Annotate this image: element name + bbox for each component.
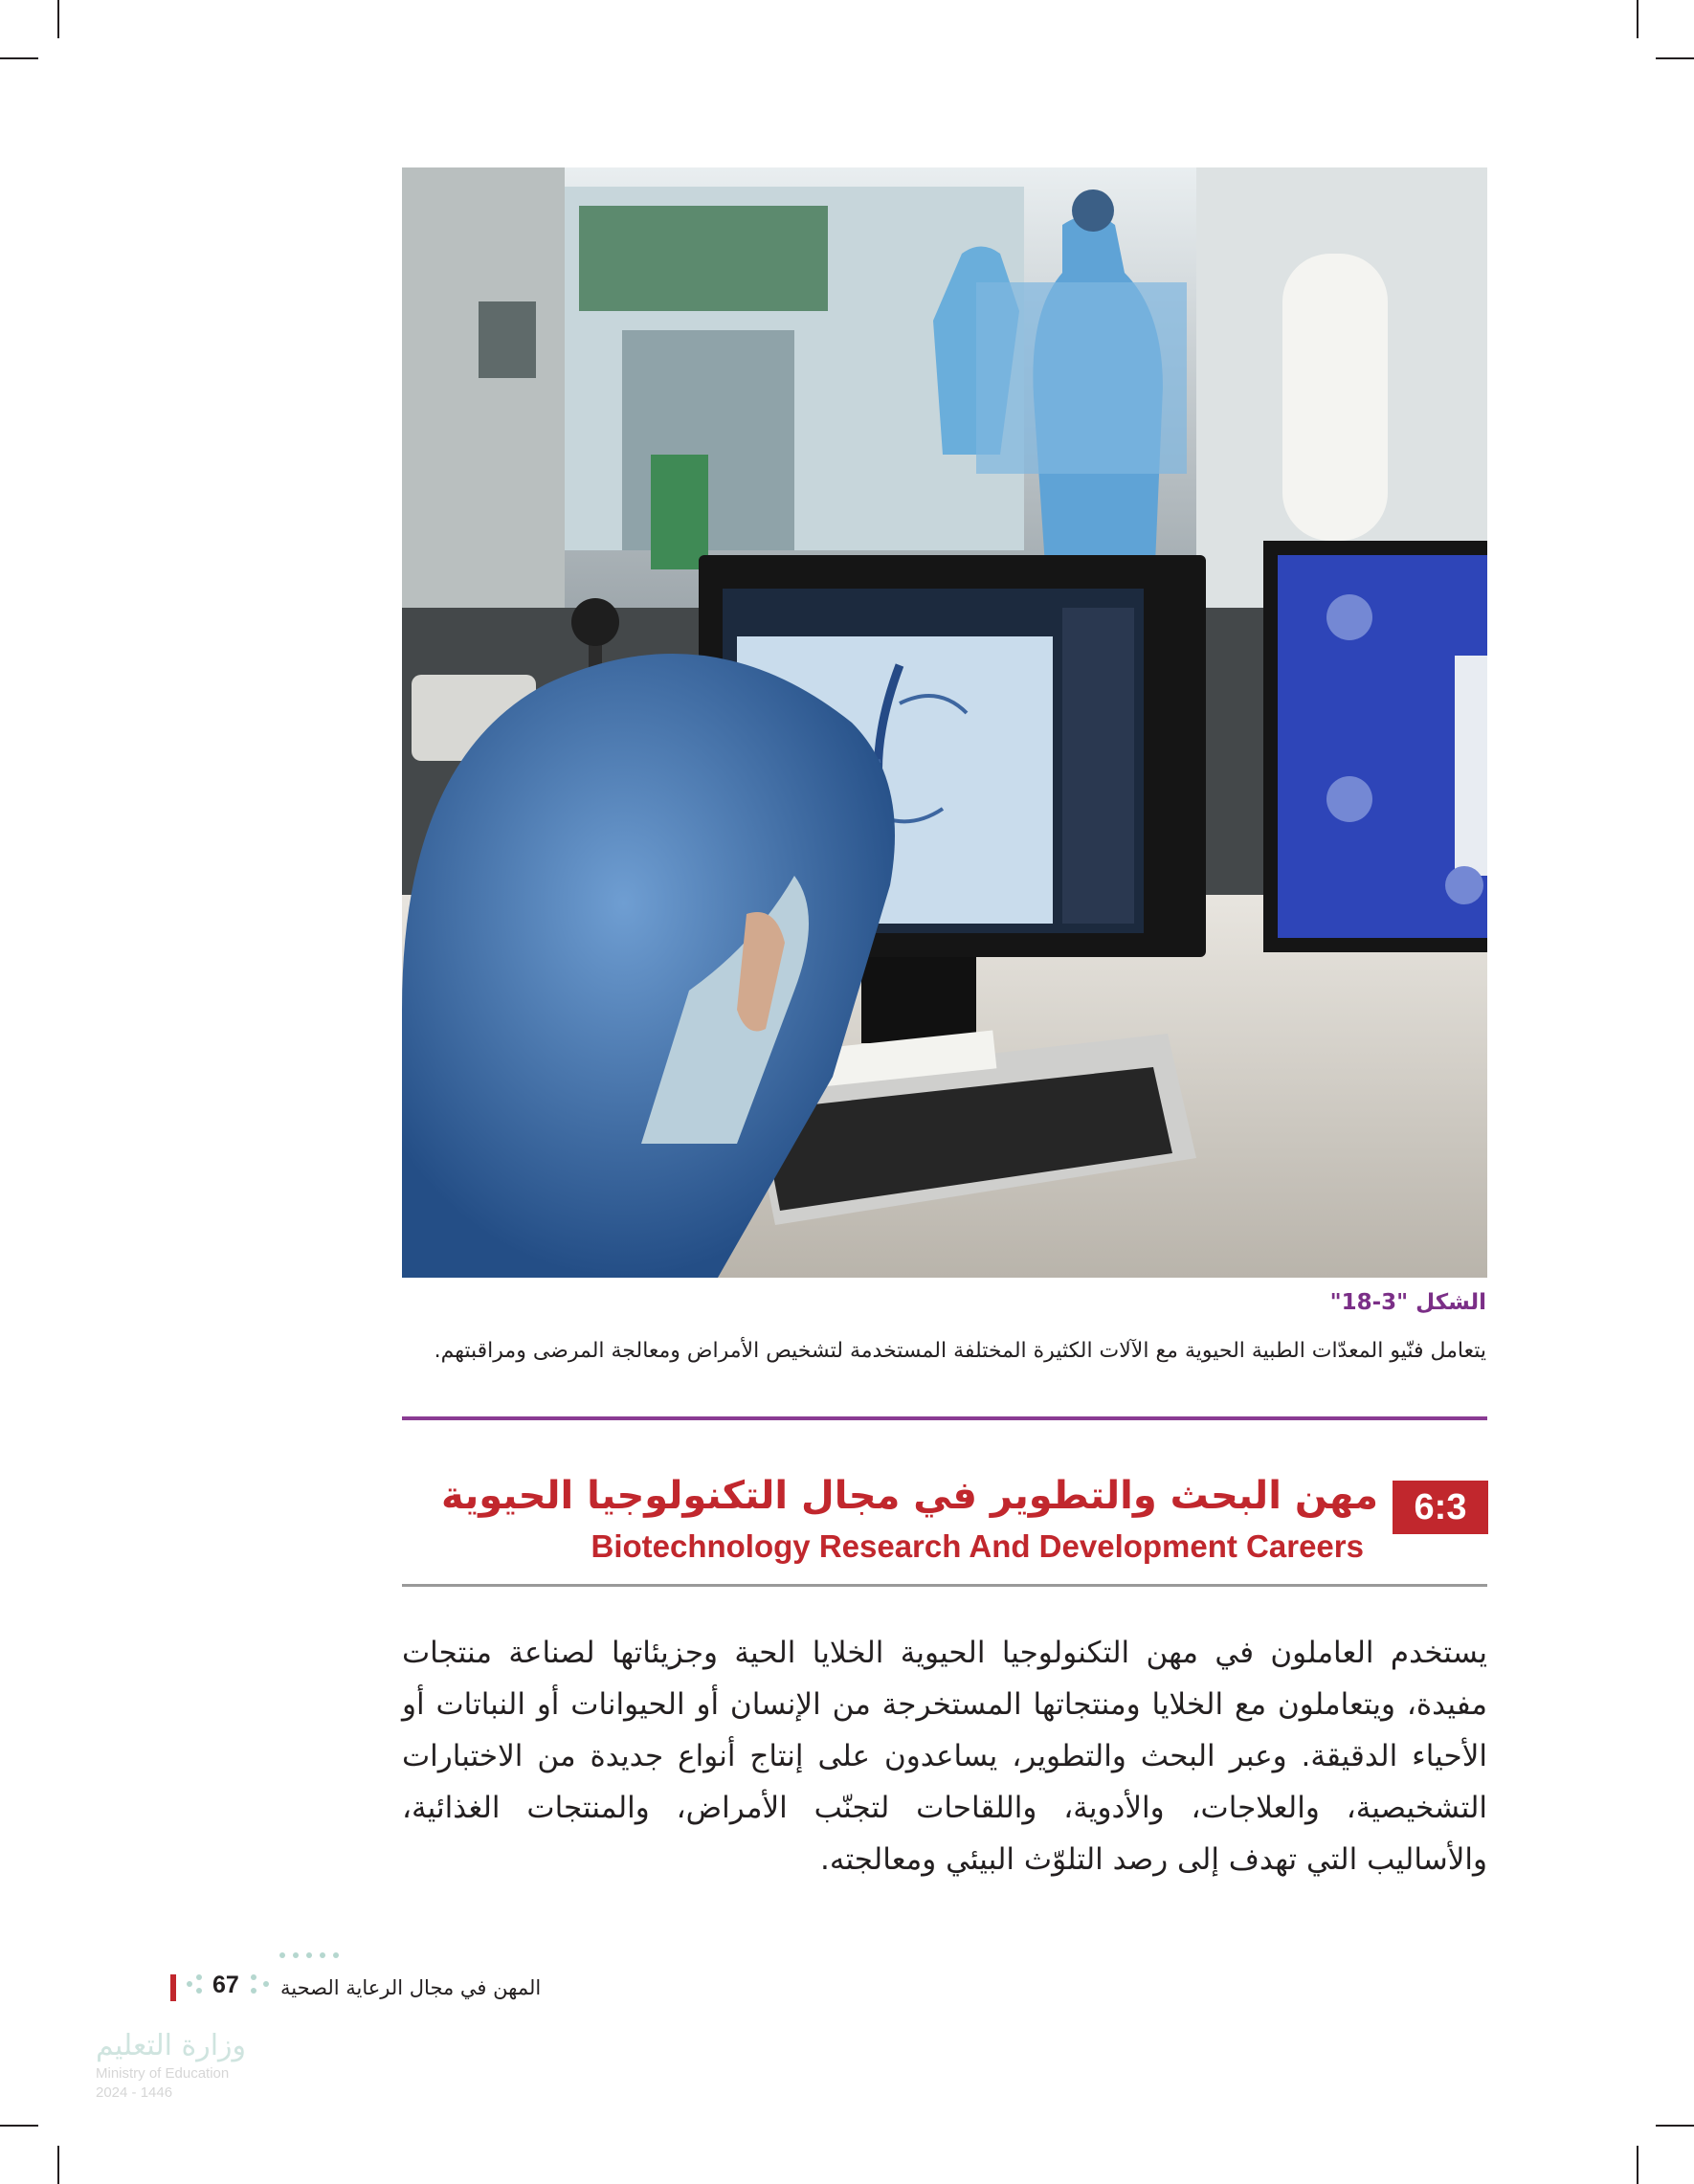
section-title-english: Biotechnology Research And Development Careers [591, 1528, 1364, 1564]
ministry-name-english: Ministry of Education [96, 2065, 230, 2082]
body-paragraph: يستخدم العاملون في مهن التكنولوجيا الحيوية الخلايا الحية وجزيئاتها لصناعة منتجات مفيدة، ويتعاملون مع الخلايا ومنتجاتها المستخرجة من الإنسان أو الحيوانات أو النباتات أو الأحياء الدقيقة. وعبر البحث والتطوير، يساعدون على إنتاج أنواع جديدة من الاختبارات التشخيصية، والعلاجات، والأدوية، واللقاحات لتجنّب الأمراض، والمنتجات الغذائية، والأساليب التي تهدف إلى رصد التلوّث البيئي ومعالجته. [402, 1636, 1487, 1877]
crop-mark [0, 2125, 38, 2127]
crop-mark [0, 57, 38, 59]
figure-caption: يتعامل فنّيو المعدّات الطبية الحيوية مع الآلات الكثيرة المختلفة المستخدمة لتشخيص الأمراض ومعالجة المرضى ومراقبتهم. [434, 1339, 1486, 1363]
crop-mark [1637, 2146, 1638, 2184]
crop-mark [1637, 0, 1638, 38]
footer-chapter-title: المهن في مجال الرعاية الصحية [280, 1976, 542, 1999]
section-number-badge: 6:3 [1393, 1481, 1488, 1534]
section-divider [402, 1584, 1487, 1587]
crop-mark [1656, 2125, 1694, 2127]
figure-label: الشكل "3-18" [1329, 1290, 1486, 1315]
figure-photo [402, 167, 1487, 1278]
ministry-year: 2024 - 1446 [96, 2084, 173, 2101]
crop-mark [1656, 57, 1694, 59]
caption-divider [402, 1416, 1487, 1420]
crop-mark [57, 2146, 59, 2184]
ministry-logo-text: وزارة التعليم [96, 2029, 247, 2062]
footer-accent-bar [170, 1974, 176, 2001]
page-number: 67 [212, 1972, 239, 1998]
crop-mark [57, 0, 59, 38]
section-title-arabic: مهن البحث والتطوير في مجال التكنولوجيا الحيوية [440, 1474, 1378, 1518]
